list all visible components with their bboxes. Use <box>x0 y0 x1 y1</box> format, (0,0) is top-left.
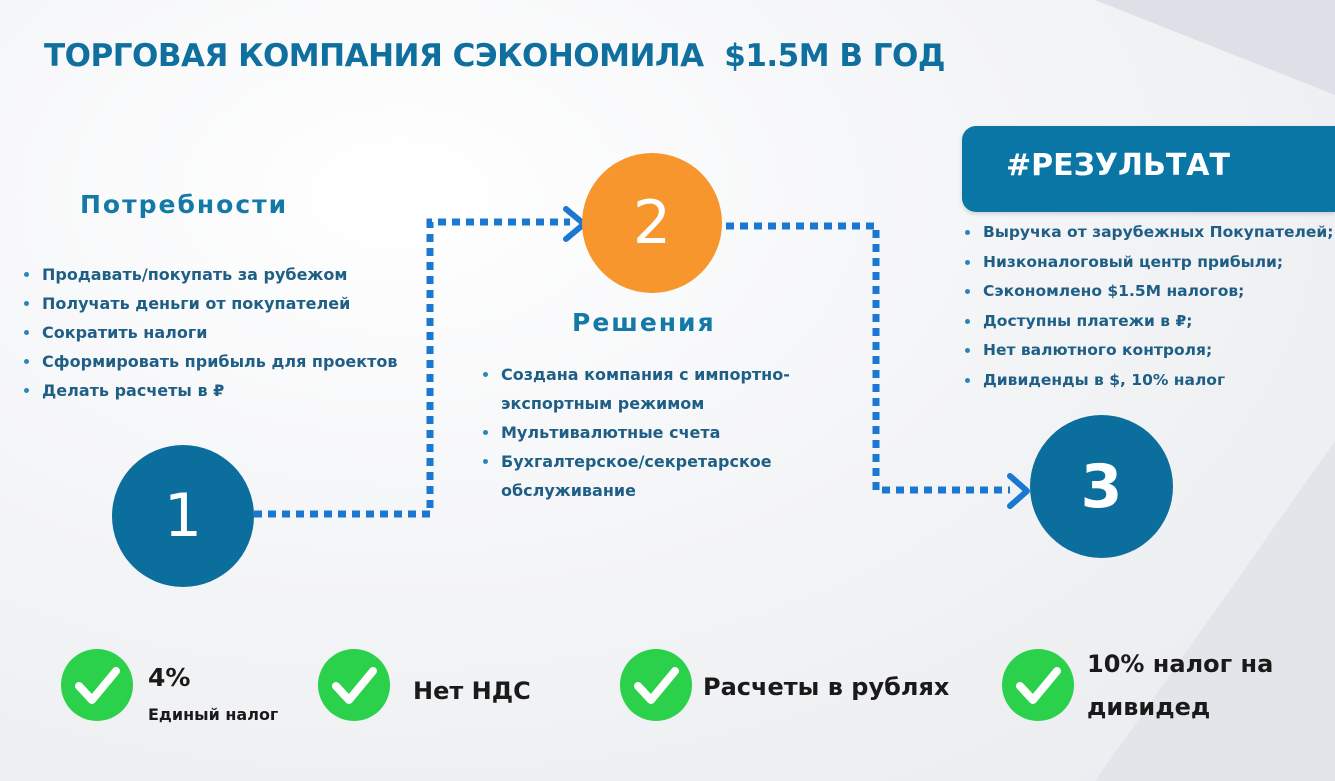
feature-no-vat: Нет НДС <box>413 677 531 705</box>
feature-flat-tax-value: 4% <box>148 663 191 692</box>
checkmark-icon <box>620 649 692 721</box>
list-item: Делать расчеты в ₽ <box>24 376 404 405</box>
needs-heading: Потребности <box>80 190 289 219</box>
solutions-heading: Решения <box>572 308 716 337</box>
connector-1-to-2 <box>240 222 570 514</box>
feature-ruble-payments: Расчеты в рублях <box>703 673 950 701</box>
step-one-circle <box>112 445 254 587</box>
list-item: Сократить налоги <box>24 318 404 347</box>
step-two-circle <box>582 153 722 293</box>
checkmark-icon <box>318 649 390 721</box>
list-item: Дивиденды в $, 10% налог <box>965 366 1335 396</box>
step-one-number: 1 <box>163 481 203 551</box>
list-item: Создана компания с импортно-экспортным режимом <box>483 360 793 418</box>
feature-flat-tax-label: Единый налог <box>148 705 279 724</box>
feature-dividend-tax-line1: 10% налог на <box>1087 650 1274 678</box>
chevron-right-icon <box>1010 476 1027 506</box>
list-item: Продавать/покупать за рубежом <box>24 260 404 289</box>
step-three-circle <box>1030 415 1173 558</box>
list-item: Выручка от зарубежных Покупателей; <box>965 218 1335 248</box>
list-item: Мультивалютные счета <box>483 418 793 447</box>
feature-dividend-tax-line2: дивидед <box>1087 693 1211 721</box>
list-item: Нет валютного контроля; <box>965 336 1335 366</box>
step-three-number: 3 <box>1080 451 1123 522</box>
checkmark-icon <box>61 649 133 721</box>
result-heading: #РЕЗУЛЬТАТ <box>1006 148 1230 183</box>
list-item: Низконалоговый центр прибыли; <box>965 248 1335 278</box>
step-two-number: 2 <box>632 188 672 258</box>
list-item: Получать деньги от покупателей <box>24 289 404 318</box>
list-item: Сформировать прибыль для проектов <box>24 347 404 376</box>
page-title: ТОРГОВАЯ КОМПАНИЯ СЭКОНОМИЛА $1.5М В ГОД <box>44 38 946 74</box>
list-item: Бухгалтерское/секретарское обслуживание <box>483 447 793 505</box>
list-item: Доступны платежи в ₽; <box>965 307 1335 337</box>
list-item: Сэкономлено $1.5М налогов; <box>965 277 1335 307</box>
connector-2-to-3 <box>726 226 1010 490</box>
checkmark-icon <box>1002 649 1074 721</box>
